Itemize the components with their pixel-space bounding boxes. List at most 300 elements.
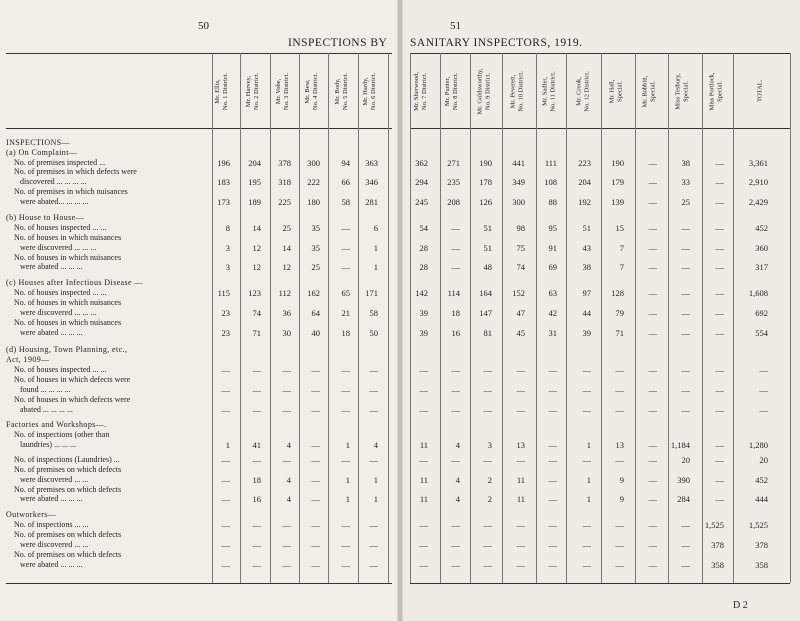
table-cell: — — [715, 405, 724, 415]
table-bottom-rule-right — [410, 583, 790, 584]
table-cell: — — [681, 243, 690, 253]
table-cell: — — [715, 177, 724, 187]
table-cell: 126 — [479, 197, 492, 207]
table-cell: 38 — [582, 262, 591, 272]
table-cell: 79 — [615, 308, 624, 318]
table-cell: 25 — [282, 223, 291, 233]
table-cell: 95 — [548, 223, 557, 233]
table-cell: — — [548, 440, 557, 450]
column-header — [243, 56, 263, 126]
table-cell: 66 — [341, 177, 350, 187]
table-cell: — — [715, 158, 724, 168]
table-cell: — — [715, 243, 724, 253]
table-cell: 47 — [516, 308, 525, 318]
table-cell: 183 — [217, 177, 230, 187]
table-cell: — — [369, 540, 378, 550]
table-cell: 12 — [252, 243, 261, 253]
table-cell: — — [221, 560, 230, 570]
column-header — [573, 56, 593, 126]
table-cell: — — [341, 385, 350, 395]
table-cell: — — [311, 494, 320, 504]
table-cell: 346 — [365, 177, 378, 187]
table-cell: 36 — [282, 308, 291, 318]
row-label: No. of houses in which nuisances — [14, 318, 122, 327]
table-cell: — — [516, 405, 525, 415]
table-cell: 1 — [586, 440, 591, 450]
table-cell: — — [648, 328, 657, 338]
table-cell: 71 — [252, 328, 261, 338]
table-cell: — — [681, 365, 690, 375]
table-cell: — — [548, 494, 557, 504]
table-cell: 2 — [487, 494, 492, 504]
column-header-text: Mr. Hall, Special. — [608, 79, 623, 103]
table-cell: 152 — [512, 288, 525, 298]
table-cell: — — [548, 455, 557, 465]
table-cell: — — [681, 405, 690, 415]
table-cell: — — [483, 365, 492, 375]
table-cell: — — [311, 440, 320, 450]
table-cell: 7 — [619, 262, 624, 272]
row-label: No. of houses in which nuisances — [14, 233, 122, 242]
table-cell: 112 — [278, 288, 291, 298]
table-cell: 51 — [483, 243, 492, 253]
table-cell: — — [615, 520, 624, 530]
table-cell: — — [451, 385, 460, 395]
row-label: No. of houses in which defects were — [14, 375, 131, 384]
table-cell: — — [648, 385, 657, 395]
table-cell: — — [311, 365, 320, 375]
row-label: were abated ... ... ... — [20, 328, 83, 337]
table-cell: — — [221, 494, 230, 504]
row-label: found ... ... ... ... — [20, 385, 71, 394]
row-label: were discovered ... ... — [20, 475, 89, 484]
row-label: No. of premises in which nuisances — [14, 187, 128, 196]
row-label: Outworkers— — [6, 510, 57, 519]
row-label: were discovered ... ... ... — [20, 308, 97, 317]
row-label: were abated ... ... ... — [20, 262, 83, 271]
table-cell: — — [451, 540, 460, 550]
table-cell: 69 — [548, 262, 557, 272]
table-cell: — — [715, 288, 724, 298]
table-cell: 294 — [415, 177, 428, 187]
column-header — [539, 56, 559, 126]
column-header — [302, 56, 322, 126]
table-cell: — — [419, 365, 428, 375]
table-cell: — — [221, 365, 230, 375]
table-cell: 41 — [252, 440, 261, 450]
column-header — [212, 56, 232, 126]
column-header-text: Mr. Sherwood, No. 7 District. — [412, 71, 428, 111]
table-cell: 16 — [451, 328, 460, 338]
table-cell: 39 — [582, 328, 591, 338]
table-cell: 360 — [755, 243, 768, 253]
table-cell: — — [419, 520, 428, 530]
table-cell: — — [548, 385, 557, 395]
table-cell: 281 — [365, 197, 378, 207]
row-label: No. of houses in which defects were — [14, 395, 131, 404]
table-cell: — — [252, 540, 261, 550]
table-cell: 63 — [548, 288, 557, 298]
column-header — [410, 56, 430, 126]
table-cell: 225 — [278, 197, 291, 207]
table-cell: 14 — [282, 243, 291, 253]
table-cell: 318 — [278, 177, 291, 187]
table-cell: — — [681, 308, 690, 318]
table-cell: 358 — [755, 560, 768, 570]
table-cell: — — [341, 520, 350, 530]
column-header — [672, 56, 692, 126]
column-header-text: Mr. Bobbitt, Special. — [641, 75, 656, 107]
column-header-text: TOTAL. — [756, 79, 764, 103]
table-cell: 9 — [619, 494, 624, 504]
table-cell: 74 — [252, 308, 261, 318]
table-cell: — — [483, 520, 492, 530]
row-label: Act, 1909— — [6, 355, 50, 364]
table-cell: — — [419, 540, 428, 550]
table-cell: — — [252, 365, 261, 375]
table-cell: — — [715, 455, 724, 465]
table-cell: 18 — [252, 475, 261, 485]
table-cell: — — [282, 365, 291, 375]
table-cell: — — [451, 365, 460, 375]
row-label: INSPECTIONS— — [6, 138, 70, 147]
table-cell: — — [648, 440, 657, 450]
column-header-text: Mr. Crook, No. 12 District. — [575, 70, 591, 112]
column-header — [442, 56, 462, 126]
table-cell: 25 — [681, 197, 690, 207]
table-cell: 363 — [365, 158, 378, 168]
row-label: (c) Houses after Infectious Disease — — [6, 278, 143, 287]
row-label: (d) Housing, Town Planning, etc., — [6, 345, 128, 354]
table-cell: — — [582, 455, 591, 465]
table-cell: — — [311, 475, 320, 485]
table-cell: — — [648, 455, 657, 465]
table-cell: — — [451, 560, 460, 570]
table-cell: — — [648, 223, 657, 233]
table-cell: 23 — [221, 328, 230, 338]
table-cell: — — [451, 520, 460, 530]
row-label: (b) House to House— — [6, 213, 85, 222]
table-cell: 204 — [578, 177, 591, 187]
table-cell: 14 — [252, 223, 261, 233]
column-divider — [733, 53, 734, 583]
table-cell: 204 — [248, 158, 261, 168]
table-cell: 1 — [373, 243, 378, 253]
table-cell: 3 — [225, 262, 230, 272]
page-signature: D 2 — [733, 600, 748, 611]
table-cell: 1 — [345, 475, 350, 485]
table-cell: — — [548, 520, 557, 530]
table-cell: 2 — [487, 475, 492, 485]
table-cell: 12 — [252, 262, 261, 272]
table-cell: — — [548, 405, 557, 415]
table-cell: — — [311, 455, 320, 465]
table-cell: — — [681, 520, 690, 530]
table-cell: — — [615, 405, 624, 415]
table-cell: 358 — [711, 560, 724, 570]
table-cell: 1 — [225, 440, 230, 450]
table-cell: — — [648, 365, 657, 375]
row-label: No. of premises on which defects — [14, 530, 122, 539]
table-cell: 13 — [615, 440, 624, 450]
table-cell: 222 — [307, 177, 320, 187]
table-cell: — — [252, 560, 261, 570]
table-cell: — — [648, 308, 657, 318]
row-label: were discovered ... ... ... — [20, 243, 97, 252]
table-cell: — — [282, 540, 291, 550]
table-cell: 1 — [373, 262, 378, 272]
table-cell: — — [648, 520, 657, 530]
table-cell: 75 — [516, 243, 525, 253]
table-cell: 179 — [611, 177, 624, 187]
table-cell: 317 — [755, 262, 768, 272]
table-cell: — — [341, 365, 350, 375]
table-cell: 554 — [755, 328, 768, 338]
table-cell: — — [648, 158, 657, 168]
table-cell: 390 — [677, 475, 690, 485]
table-cell: — — [759, 405, 768, 415]
table-cell: — — [483, 560, 492, 570]
table-cell: — — [451, 223, 460, 233]
table-cell: — — [516, 560, 525, 570]
table-cell: 235 — [447, 177, 460, 187]
table-cell: — — [648, 177, 657, 187]
table-cell: — — [548, 560, 557, 570]
table-cell: 48 — [483, 262, 492, 272]
table-cell: 195 — [248, 177, 261, 187]
table-cell: — — [419, 455, 428, 465]
table-cell: 692 — [755, 308, 768, 318]
row-label: No. of houses inspected ... ... — [14, 365, 107, 374]
table-cell: — — [548, 475, 557, 485]
row-label: No. of premises inspected ... — [14, 158, 106, 167]
table-cell: — — [483, 405, 492, 415]
table-cell: 4 — [286, 440, 291, 450]
row-label: laundries) ... ... ... — [20, 440, 76, 449]
table-cell: — — [369, 455, 378, 465]
table-cell: 444 — [755, 494, 768, 504]
column-header — [639, 56, 659, 126]
table-cell: — — [311, 385, 320, 395]
table-cell: 98 — [516, 223, 525, 233]
table-cell: 1,525 — [748, 520, 768, 530]
table-cell: 43 — [582, 243, 591, 253]
table-cell: 11 — [516, 475, 525, 485]
table-cell: 123 — [248, 288, 261, 298]
table-cell: 97 — [582, 288, 591, 298]
table-cell: — — [648, 405, 657, 415]
table-cell: — — [369, 365, 378, 375]
table-cell: 16 — [252, 494, 261, 504]
table-cell: — — [369, 520, 378, 530]
table-cell: 1,280 — [748, 440, 768, 450]
table-cell: 349 — [512, 177, 525, 187]
table-cell: 6 — [373, 223, 378, 233]
table-cell: — — [648, 475, 657, 485]
table-cell: 300 — [512, 197, 525, 207]
row-label: No. of houses inspected ... ... — [14, 223, 107, 232]
table-cell: — — [252, 455, 261, 465]
row-label: were discovered ... ... — [20, 540, 89, 549]
table-cell: 1,184 — [670, 440, 690, 450]
table-cell: 38 — [681, 158, 690, 168]
table-cell: 192 — [578, 197, 591, 207]
table-cell: — — [451, 243, 460, 253]
table-cell: 2,429 — [748, 197, 768, 207]
table-cell: 223 — [578, 158, 591, 168]
table-cell: 180 — [307, 197, 320, 207]
table-cell: 1,608 — [748, 288, 768, 298]
table-cell: 33 — [681, 177, 690, 187]
column-header-text: Mr. Punter, No. 8 District. — [444, 72, 460, 110]
table-cell: — — [341, 262, 350, 272]
table-cell: 378 — [755, 540, 768, 550]
column-header-text: Mr. Body, No. 5 District. — [334, 72, 350, 110]
table-cell: 1 — [586, 475, 591, 485]
row-label: No. of inspections ... ... — [14, 520, 89, 529]
table-cell: 208 — [447, 197, 460, 207]
table-cell: — — [681, 223, 690, 233]
table-cell: — — [715, 440, 724, 450]
table-cell: — — [548, 365, 557, 375]
table-cell: 39 — [419, 328, 428, 338]
row-label: (a) On Complaint— — [6, 148, 78, 157]
table-cell: 171 — [365, 288, 378, 298]
table-cell: 1 — [373, 475, 378, 485]
row-label: Factories and Workshops—. — [6, 420, 107, 429]
table-cell: 20 — [681, 455, 690, 465]
row-label: were abated ... ... ... — [20, 494, 83, 503]
table-cell: — — [516, 540, 525, 550]
table-cell: 39 — [419, 308, 428, 318]
table-cell: — — [451, 455, 460, 465]
table-cell: 15 — [615, 223, 624, 233]
table-cell: — — [582, 385, 591, 395]
table-cell: 20 — [759, 455, 768, 465]
table-cell: — — [582, 365, 591, 375]
table-cell: — — [715, 475, 724, 485]
column-header-text: Miss Portlock, Special. — [708, 72, 724, 110]
column-header — [507, 56, 527, 126]
table-cell: 71 — [615, 328, 624, 338]
table-cell: — — [341, 560, 350, 570]
column-header — [332, 56, 352, 126]
table-cell: — — [681, 560, 690, 570]
table-cell: 13 — [516, 440, 525, 450]
table-cell: 162 — [307, 288, 320, 298]
row-label: No. of premises on which defects — [14, 485, 122, 494]
table-cell: 28 — [419, 262, 428, 272]
table-cell: — — [615, 365, 624, 375]
table-cell: 441 — [512, 158, 525, 168]
table-cell: — — [648, 560, 657, 570]
table-cell: 300 — [307, 158, 320, 168]
column-header-text: Mr. Peverett, No. 10 District. — [509, 70, 525, 112]
table-cell: 31 — [548, 328, 557, 338]
table-cell: — — [221, 405, 230, 415]
table-cell: 44 — [582, 308, 591, 318]
table-cell: 362 — [415, 158, 428, 168]
table-cell: 25 — [311, 262, 320, 272]
column-header-text: Mr. Goldsworthy, No. 9 District. — [476, 68, 492, 114]
table-cell: — — [715, 223, 724, 233]
table-cell: — — [715, 328, 724, 338]
table-cell: — — [252, 520, 261, 530]
page-number-left: 50 — [198, 20, 209, 32]
table-cell: — — [221, 520, 230, 530]
row-label: abated ... ... ... ... — [20, 405, 73, 414]
column-header-text: Mr. Harvey, No. 2 District. — [245, 72, 261, 110]
table-cell: 4 — [286, 475, 291, 485]
table-cell: — — [681, 385, 690, 395]
table-cell: 4 — [286, 494, 291, 504]
table-cell: 65 — [341, 288, 350, 298]
table-cell: 54 — [419, 223, 428, 233]
table-cell: 189 — [248, 197, 261, 207]
table-cell: 128 — [611, 288, 624, 298]
table-cell: — — [759, 365, 768, 375]
table-cell: 1,525 — [704, 520, 724, 530]
table-cell: — — [615, 455, 624, 465]
table-cell: — — [648, 243, 657, 253]
title-right: SANITARY INSPECTORS, 1919. — [410, 37, 583, 49]
table-cell: 115 — [217, 288, 230, 298]
table-cell: 91 — [548, 243, 557, 253]
table-cell: — — [341, 455, 350, 465]
table-cell: 3,361 — [748, 158, 768, 168]
column-header-text: Mr. Ellis, No. 1 District. — [214, 72, 230, 110]
table-cell: 284 — [677, 494, 690, 504]
table-cell: — — [715, 262, 724, 272]
table-cell: — — [419, 385, 428, 395]
table-cell: — — [615, 540, 624, 550]
table-cell: 18 — [341, 328, 350, 338]
row-label: No. of houses in which nuisances — [14, 253, 122, 262]
table-cell: — — [715, 494, 724, 504]
table-cell: — — [311, 405, 320, 415]
table-cell: — — [648, 262, 657, 272]
column-header — [360, 56, 380, 126]
row-label: No. of premises in which defects were — [14, 167, 137, 176]
table-cell: — — [419, 405, 428, 415]
table-cell: — — [516, 455, 525, 465]
table-cell: 58 — [369, 308, 378, 318]
table-cell: 4 — [373, 440, 378, 450]
table-cell: 111 — [544, 158, 557, 168]
table-cell: 147 — [479, 308, 492, 318]
table-cell: — — [282, 560, 291, 570]
table-cell: 190 — [479, 158, 492, 168]
table-cell: 142 — [415, 288, 428, 298]
table-cell: 7 — [619, 243, 624, 253]
row-label: No. of inspections (Laundries) ... — [14, 455, 120, 464]
table-cell: 58 — [341, 197, 350, 207]
table-cell: 139 — [611, 197, 624, 207]
table-cell: 40 — [311, 328, 320, 338]
table-cell: 51 — [582, 223, 591, 233]
column-header — [706, 56, 726, 126]
table-cell: 35 — [311, 243, 320, 253]
table-cell: — — [582, 560, 591, 570]
table-cell: 45 — [516, 328, 525, 338]
column-header — [273, 56, 293, 126]
table-cell: 4 — [455, 475, 460, 485]
column-header-text: Miss Tesbury, Special. — [674, 72, 690, 110]
table-cell: — — [715, 365, 724, 375]
table-cell: 378 — [278, 158, 291, 168]
row-label: were abated ... ... ... — [20, 560, 83, 569]
row-label: No. of houses in which nuisances — [14, 298, 122, 307]
